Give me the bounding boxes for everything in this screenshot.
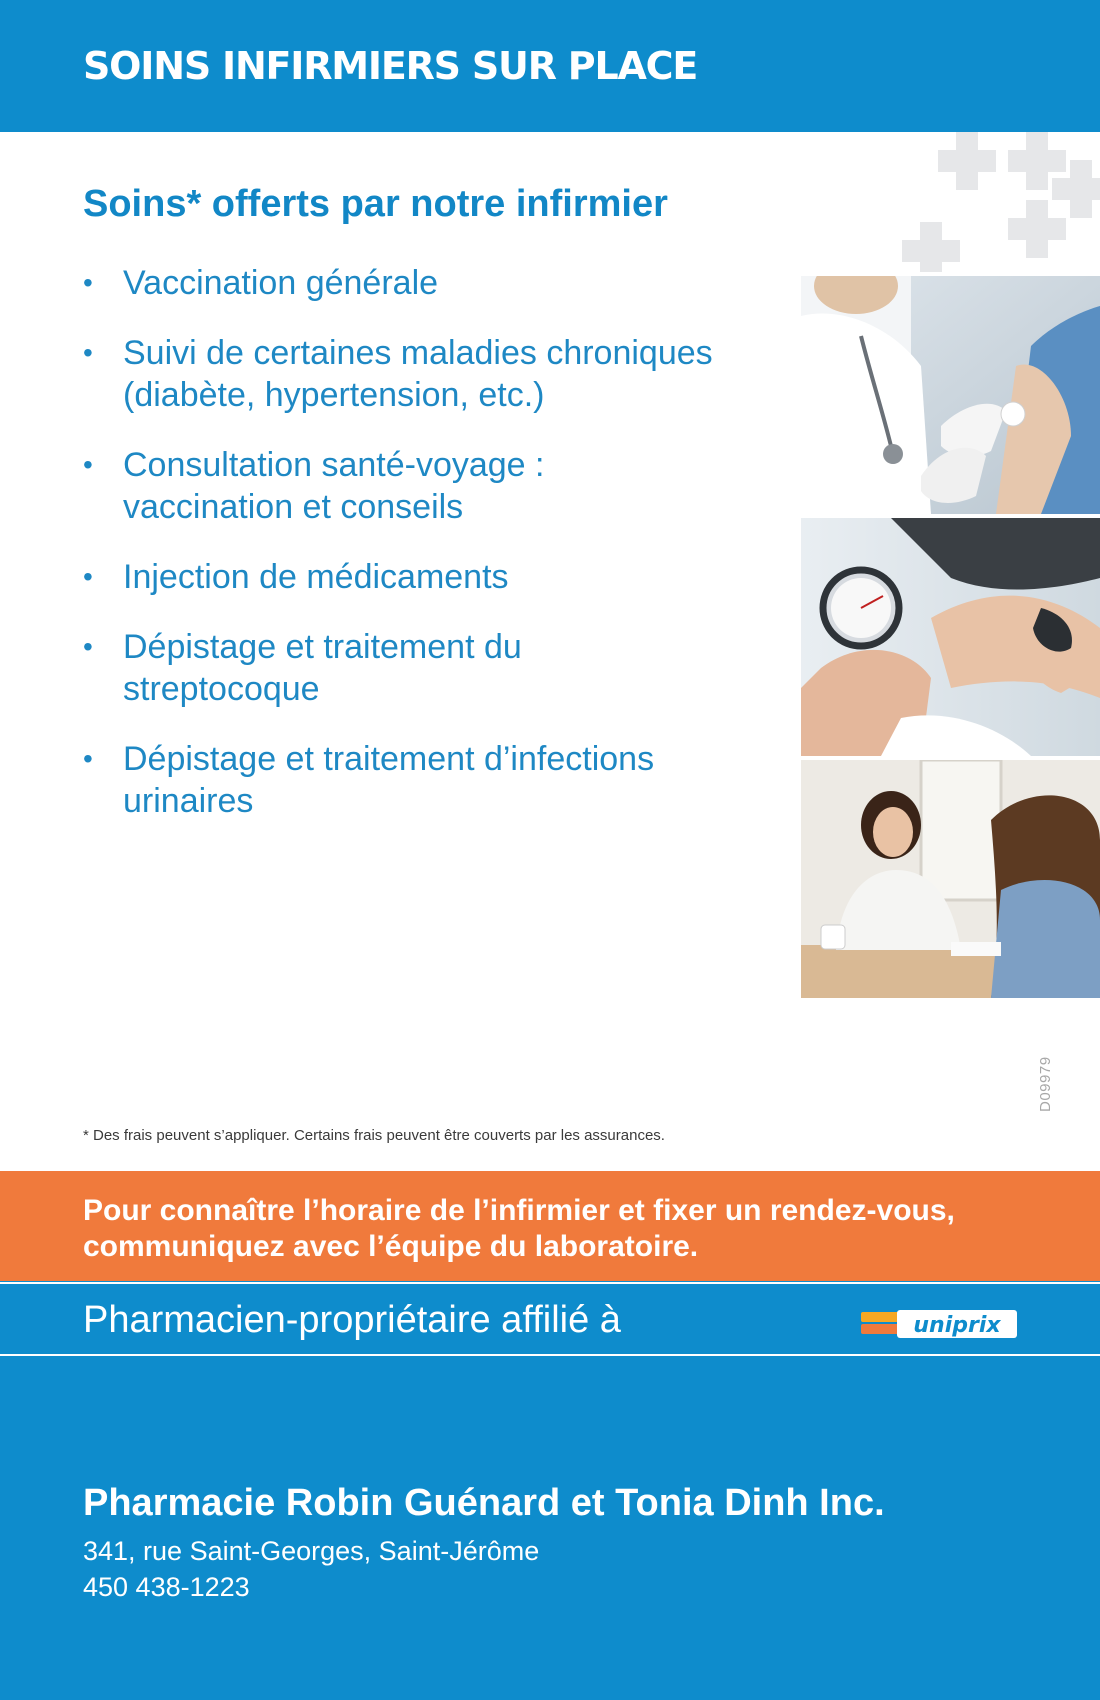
uniprix-logo-text: uniprix [913,1313,1001,1338]
blood-pressure-photo [801,518,1100,756]
service-item-line: Injection de médicaments [123,558,509,596]
page-title: SOINS INFIRMIERS SUR PLACE [83,44,698,88]
bullet-icon: • [83,561,93,592]
service-item [83,738,783,822]
service-item-line: urinaires [123,782,254,820]
uniprix-logo-icon [861,1305,1017,1343]
pharmacy-name: Pharmacie Robin Guénard et Tonia Dinh Inc. [83,1482,885,1524]
service-item-line: streptocoque [123,670,320,708]
service-item-line: (diabète, hypertension, etc.) [123,376,545,414]
service-item [83,444,783,528]
service-item-line: Dépistage et traitement du [123,628,522,666]
services-heading: Soins* offerts par notre infirmier [83,183,668,225]
service-item-line: vaccination et conseils [123,488,464,526]
service-item [83,332,783,416]
header-bar [0,0,1100,132]
service-item [83,556,783,598]
cross-pattern-icon [900,132,1100,272]
bullet-icon: • [83,743,93,774]
consultation-photo [801,760,1100,998]
document-code: D09979 [1037,1056,1054,1112]
pharmacy-phone: 450 438-1223 [83,1572,250,1602]
service-item [83,262,783,304]
vaccination-photo [801,276,1100,514]
divider-top [0,1282,1100,1284]
bullet-icon: • [83,631,93,662]
service-item-line: Vaccination générale [123,264,439,302]
bullet-icon: • [83,337,93,368]
cta-line-1: Pour connaître l’horaire de l’infirmier et fixer un rendez-vous, [83,1194,955,1227]
divider-bottom [0,1354,1100,1356]
cta-line-2: communiquez avec l’équipe du laboratoire. [83,1230,699,1263]
pharmacy-address: 341, rue Saint-Georges, Saint-Jérôme [83,1536,540,1566]
services-list [83,262,783,850]
service-item-line: Consultation santé-voyage : [123,446,545,484]
service-item-line: Suivi de certaines maladies chroniques [123,334,713,372]
bullet-icon: • [83,267,93,298]
service-item-line: Dépistage et traitement d’infections [123,740,655,778]
affiliation-text: Pharmacien-propriétaire affilié à [83,1299,621,1341]
footnote: * Des frais peuvent s’appliquer. Certains frais peuvent être couverts par les assurances. [83,1127,665,1144]
bullet-icon: • [83,449,93,480]
service-item [83,626,783,710]
